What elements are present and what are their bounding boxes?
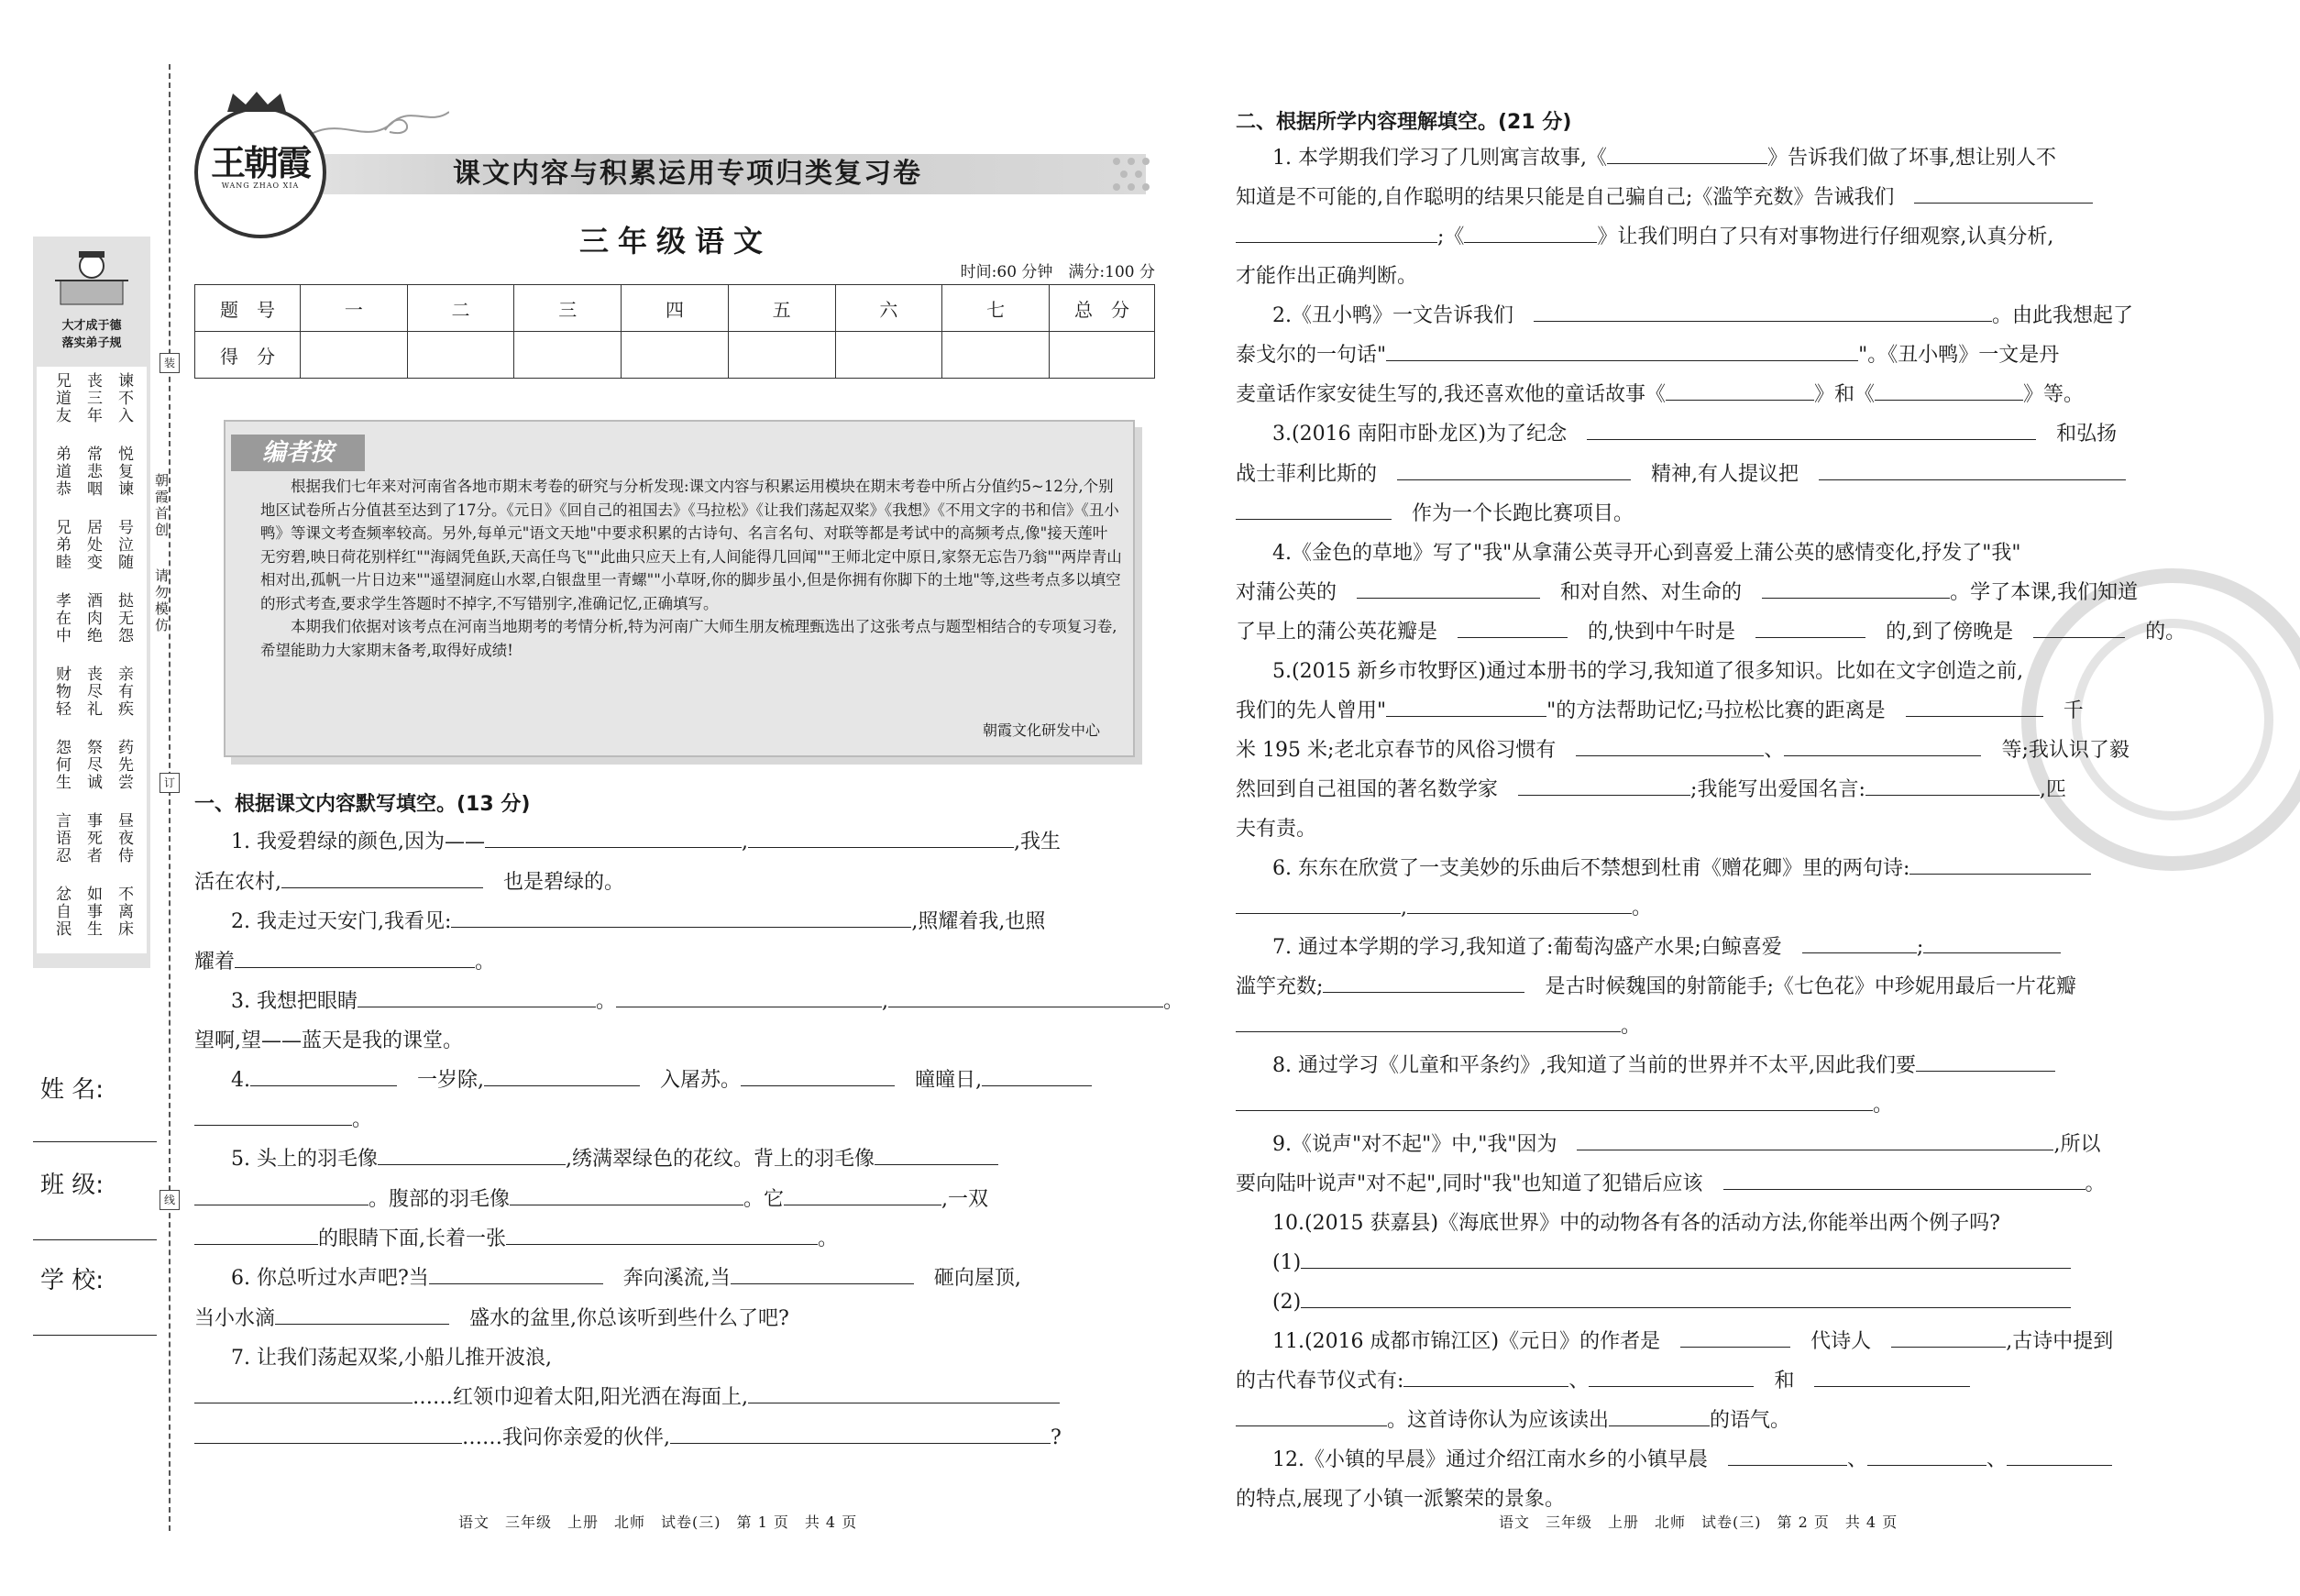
answer-blank[interactable] [510, 1181, 743, 1205]
s2-line [1236, 336, 2059, 375]
s2-text: 。这首诗你认为应该读出 [1387, 1409, 1610, 1432]
s2-line [1236, 771, 2066, 809]
s2-text: 的,到了傍晚是 [1886, 621, 2014, 644]
answer-blank[interactable] [1236, 1402, 1387, 1426]
time-info: 时间:60 分钟 满分:100 分 [960, 263, 1155, 281]
answer-blank[interactable] [1236, 1007, 1621, 1032]
q2-text: 耀着 [194, 951, 236, 974]
logo-text: 王朝霞 [210, 142, 310, 183]
answer-blank[interactable] [1802, 929, 1917, 953]
editor-note-text [260, 475, 1122, 662]
score-header-cell: 六 [835, 285, 942, 332]
class-label: 班 级: [40, 1172, 105, 1199]
s2-text: 和弘扬 [2056, 423, 2118, 446]
s2-text: 和对自然、对生命的 [1560, 581, 1743, 604]
score-header-cell: 二 [407, 285, 514, 332]
motto-line-2: 落实弟子规 [61, 336, 122, 350]
rule-col: 事死者 [83, 812, 102, 864]
q1-text: 1. 我爱碧绿的颜色,因为—— [231, 831, 485, 853]
rule-col: 亲有疾 [115, 666, 133, 718]
q6-text: 6. 你总听过水声吧?当 [231, 1267, 429, 1290]
score-header-cell: 五 [728, 285, 835, 332]
score-header-cell: 三 [514, 285, 622, 332]
q2-period: 。 [475, 951, 496, 974]
s2-line [1236, 1441, 2112, 1480]
score-cell[interactable] [728, 332, 835, 379]
answer-blank[interactable] [1867, 1441, 1986, 1466]
s2-text: 滥竽充数; [1236, 975, 1324, 998]
binding-mark: 线 [160, 1190, 180, 1210]
s2-text: 夫有责。 [1236, 818, 1317, 841]
rule-col: 昼夜侍 [115, 812, 133, 864]
note-paragraph: 根据我们七年来对河南省各地市期末考卷的研究与分析发现:课文内容与积累运用模块在期末考卷中所占分值约5~12分,个别地区试卷所占分值甚至达到了17分。《元日》《回自己的祖国去》《马拉松》《让我们荡起双桨》《我想》《不用文字的书和信》《丑小鸭》等课文考查频率较高。另外,每单元"语文天地"中要求积累的古诗句、名言名句、对联等都是考试中的高频考点,像"接天莲叶无穷碧,映日荷花别样红""海阔凭鱼跃,天高任鸟飞""此曲只应天上有,人间能得几回闻""王师北定中原日,家祭无忘告乃翁""两岸青山相对出,孤帆一片日边来""遥望洞庭山水翠,白银盘里一青螺""小草呀,你的脚步虽小,但是你拥有你脚下的土地"等,这些考点多以填空的形式考查,要求学生答题时不掉字,不写错别字,准确记忆,正确填写。 [260, 478, 1122, 612]
answer-blank[interactable] [1301, 1283, 2071, 1308]
editor-note-tag: 编者按 [231, 435, 365, 471]
answer-blank[interactable] [741, 1062, 895, 1086]
rule-col: 酒肉绝 [83, 592, 102, 644]
s2-text: 》让我们明白了只有对事物进行仔细观察,认真分析, [1597, 226, 2054, 248]
answer-blank[interactable] [194, 1220, 318, 1245]
answer-blank[interactable] [1909, 850, 2091, 875]
answer-blank[interactable] [194, 1101, 352, 1126]
s2-text: 千 [2063, 699, 2084, 722]
q6-text: 盛水的盆里,你总该听到些什么了吧? [469, 1307, 789, 1330]
s2-text: 》和《 [1814, 383, 1876, 406]
rule-col: 丧三年 [83, 372, 102, 424]
s2-text: ;我能写出爱国名言: [1690, 778, 1865, 801]
q5-line [194, 1181, 988, 1219]
score-header-cell: 四 [622, 285, 729, 332]
s2-line [1236, 653, 2023, 691]
s2-line [1236, 613, 2185, 652]
answer-blank[interactable] [875, 1140, 998, 1165]
page-footer: 语文 三年级 上册 北师 试卷(三) 第 1 页 共 4 页 [458, 1513, 858, 1531]
s2-line [1236, 1205, 2000, 1243]
answer-blank[interactable] [1576, 732, 1764, 756]
s2-text: 才能作出正确判断。 [1236, 265, 1418, 288]
s2-line [1236, 1047, 2055, 1085]
q7-question-mark: ? [1051, 1426, 1062, 1449]
rule-col: 不离床 [115, 886, 133, 938]
s2-text: 战士菲利比斯的 [1236, 463, 1378, 486]
section-1-heading: 一、根据课文内容默写填空。(13 分) [194, 793, 531, 816]
s2-line [1236, 732, 2129, 770]
rule-col: 悦复谏 [115, 446, 133, 498]
rule-col: 常悲咽 [83, 446, 102, 498]
answer-blank[interactable] [484, 1062, 640, 1086]
s2-text: 作为一个长跑比赛项目。 [1412, 502, 1634, 525]
s2-line [1236, 415, 2117, 454]
s2-text: 。由此我想起了 [1992, 304, 2134, 327]
answer-blank[interactable] [1403, 1362, 1568, 1387]
rule-col: 谏不入 [115, 372, 133, 424]
s2-line [1236, 1402, 1790, 1440]
q5-text: 的眼睛下面,长着一张 [318, 1227, 506, 1250]
answer-blank[interactable] [1814, 1362, 1970, 1387]
answer-blank[interactable] [1236, 889, 1401, 914]
answer-blank[interactable] [1728, 1441, 1847, 1466]
answer-blank[interactable] [1386, 336, 1858, 361]
q4-period: 。 [352, 1108, 373, 1131]
answer-blank[interactable] [358, 983, 596, 1007]
rule-col: 弟道恭 [52, 446, 71, 498]
s2-text: 7. 通过本学期的学习,我知道了:葡萄沟盛产水果;白鲸喜爱 [1272, 936, 1782, 959]
q6-line [194, 1300, 789, 1338]
s2-text: 10.(2015 获嘉县)《海底世界》中的动物各有各的活动方法,你能举出两个例子吗? [1272, 1212, 2000, 1235]
q4-text: 曈曈日, [915, 1069, 983, 1092]
crown-icon [224, 90, 290, 114]
q6-text: 砸向屋顶, [933, 1267, 1021, 1290]
q4-line [194, 1101, 372, 1139]
logo-subtext: WANG ZHAO XIA [221, 182, 300, 190]
answer-blank[interactable] [1755, 613, 1865, 638]
name-label: 姓 名: [40, 1076, 105, 1104]
s2-text: 。学了本课,我们知道 [1950, 581, 2139, 604]
s2-line [1236, 534, 2020, 573]
subject-title: 三年级语文 [578, 224, 772, 259]
rule-col: 言语忍 [52, 812, 71, 864]
answer-blank[interactable] [1819, 456, 2126, 480]
q7-text: 7. 让我们荡起双桨,小船儿推开波浪, [231, 1347, 552, 1370]
s2-text: 、 [1847, 1448, 1868, 1471]
motto-line-1: 大才成于德 [61, 319, 122, 333]
answer-blank[interactable] [281, 864, 483, 888]
q5-text: 5. 头上的羽毛像 [231, 1148, 378, 1171]
s2-line [1236, 889, 1652, 928]
q7-line [194, 1379, 1060, 1417]
vertical-note: 请勿模仿 [153, 568, 170, 634]
q3-line [194, 983, 1183, 1021]
answer-blank[interactable] [275, 1300, 449, 1325]
answer-blank[interactable] [1323, 968, 1524, 993]
answer-blank[interactable] [1914, 179, 2093, 204]
s2-line [1236, 179, 2093, 217]
s2-text: 、 [1986, 1448, 2008, 1471]
rule-col: 财物轻 [52, 666, 71, 718]
page-title: 课文内容与积累运用专项归类复习卷 [453, 158, 922, 190]
page-footer: 语文 三年级 上册 北师 试卷(三) 第 2 页 共 4 页 [1499, 1513, 1898, 1531]
answer-blank[interactable] [1723, 1165, 2085, 1190]
score-header-cell: 七 [942, 285, 1050, 332]
s2-text: 的特点,展现了小镇一派繁荣的景象。 [1236, 1488, 1565, 1511]
answer-blank[interactable] [1875, 376, 2023, 401]
s2-line [1236, 1007, 1641, 1046]
s2-line [1236, 1126, 2100, 1164]
answer-blank[interactable] [1865, 771, 2040, 796]
rule-col: 怨何生 [52, 739, 71, 791]
s2-text: 泰戈尔的一句话" [1236, 344, 1387, 367]
school-field[interactable] [33, 1335, 157, 1336]
s2-text: 了早上的蒲公英花瓣是 [1236, 621, 1438, 644]
q5-text: 。腹部的羽毛像 [369, 1188, 511, 1211]
s2-text: 对蒲公英的 [1236, 581, 1337, 604]
q7-line [194, 1339, 552, 1378]
s2-period: 。 [1621, 1015, 1642, 1038]
answer-blank[interactable] [1923, 929, 2061, 953]
answer-blank[interactable] [1589, 1362, 1754, 1387]
s2-line [1236, 1086, 1893, 1125]
motto [37, 317, 147, 352]
s2-text: 然回到自己祖国的著名数学家 [1236, 778, 1499, 801]
s2-line [1236, 297, 2133, 336]
q2-text: 2. 我走过天安门,我看见: [231, 910, 452, 933]
s2-text: (1) [1272, 1251, 1302, 1274]
rule-col: 如事生 [83, 886, 102, 938]
answer-blank[interactable] [1407, 889, 1632, 914]
s2-text: "。《丑小鸭》一文是丹 [1858, 344, 2060, 367]
rule-col: 居处变 [83, 519, 102, 571]
s2-line [1236, 692, 2084, 731]
q5-text: ,绣满翠绿色的花纹。背上的羽毛像 [565, 1148, 875, 1171]
s2-text: ;《 [1437, 226, 1465, 248]
answer-blank[interactable] [1397, 456, 1631, 480]
s2-text: ,古诗中提到 [2006, 1330, 2114, 1353]
answer-blank[interactable] [1236, 495, 1392, 520]
s2-text: 12.《小镇的早晨》通过介绍江南水乡的小镇早晨 [1272, 1448, 1708, 1471]
q1-line [194, 823, 1061, 862]
s2-line [1236, 495, 1634, 534]
answer-blank[interactable] [1458, 613, 1568, 638]
score-cell[interactable] [622, 332, 729, 379]
q5-text: 。它 [743, 1188, 785, 1211]
answer-blank[interactable] [1534, 297, 1992, 322]
s2-period: 。 [1632, 897, 1653, 919]
score-cell[interactable] [1050, 332, 1155, 379]
score-row [195, 332, 1155, 379]
s2-text: 4.《金色的草地》写了"我"从拿蒲公英寻开心到喜爱上蒲公英的感情变化,抒发了"我" [1272, 542, 2021, 565]
s2-text: 知道是不可能的,自作聪明的结果只能是自己骗自己;《滥竽充数》告诫我们 [1236, 186, 1895, 209]
rule-col: 祭尽诚 [83, 739, 102, 791]
section-2-heading: 二、根据所学内容理解填空。(21 分) [1236, 111, 1572, 134]
q5-line [194, 1140, 998, 1179]
answer-blank[interactable] [506, 1220, 818, 1245]
answer-blank[interactable] [1906, 692, 2043, 717]
s2-text: ,匹 [2039, 778, 2066, 801]
s2-text: 麦童话作家安徒生写的,我还喜欢他的童话故事《 [1236, 383, 1666, 406]
answer-blank[interactable] [485, 823, 742, 848]
s2-line [1236, 456, 2126, 494]
s2-text: 1. 本学期我们学习了几则寓言故事,《 [1272, 147, 1607, 170]
q1-text: 活在农村, [194, 871, 281, 894]
s2-line [1236, 1283, 2071, 1322]
score-cell[interactable] [942, 332, 1050, 379]
answer-blank[interactable] [1236, 1086, 1873, 1111]
scholar-figure-icon [55, 248, 128, 308]
score-cell[interactable] [407, 332, 514, 379]
s2-period: 。 [2085, 1172, 2106, 1195]
q6-line [194, 1260, 1021, 1298]
answer-blank[interactable] [888, 983, 1163, 1007]
rule-col: 号泣随 [115, 519, 133, 571]
s2-text: ; [1916, 936, 1924, 959]
binding-line [169, 64, 171, 1531]
q6-text: 奔向溪流,当 [622, 1267, 731, 1290]
score-cell[interactable] [514, 332, 622, 379]
s2-line [1236, 139, 2056, 178]
class-field[interactable] [33, 1239, 157, 1240]
answer-blank[interactable] [1518, 771, 1690, 796]
s2-text: 11.(2016 成都市锦江区)《元日》的作者是 [1272, 1330, 1661, 1353]
q7-text: ……我问你亲爱的伙伴, [462, 1426, 670, 1449]
q1-comma: , [741, 831, 748, 853]
q2-line [194, 903, 1045, 941]
q2-line [194, 943, 495, 982]
score-table [194, 284, 1155, 379]
s2-line [1236, 850, 2091, 888]
rule-col: 挞无怨 [115, 592, 133, 644]
note-paragraph: 本期我们依据对该考点在河南当地期考的考情分析,特为河南广大师生朋友梳理甄选出了这张考点与题型相结合的专项复习卷,希望能助力大家期末备考,取得好成绩! [260, 618, 1117, 659]
answer-blank[interactable] [1891, 1323, 2006, 1348]
q3-text: 3. 我想把眼睛 [231, 990, 358, 1013]
binding-mark: 装 [160, 353, 180, 373]
s2-line [1236, 1244, 2071, 1282]
vertical-note: 朝霞首创 [153, 473, 170, 539]
answer-blank[interactable] [2033, 613, 2125, 638]
q3-comma: , [882, 990, 888, 1013]
s2-text: (2) [1272, 1291, 1302, 1314]
score-cell[interactable] [301, 332, 408, 379]
answer-blank[interactable] [451, 903, 911, 928]
s2-line [1236, 929, 2061, 967]
s2-text: 》等。 [2023, 383, 2085, 406]
answer-blank[interactable] [784, 1181, 941, 1205]
s2-text: 》告诉我们做了坏事,想让别人不 [1766, 147, 2056, 170]
answer-blank[interactable] [1577, 1126, 2053, 1150]
answer-blank[interactable] [748, 1379, 1060, 1403]
q1-text: ,我生 [1013, 831, 1061, 853]
s2-period: 。 [1873, 1094, 1894, 1117]
note-signature: 朝霞文化研发中心 [982, 721, 1100, 739]
s2-text: 代诗人 [1810, 1330, 1872, 1353]
answer-blank[interactable] [1607, 139, 1767, 164]
s2-text: 2.《丑小鸭》一文告诉我们 [1272, 304, 1513, 327]
s2-text: 是古时候魏国的射箭能手;《七色花》中珍妮用最后一片花瓣 [1545, 975, 2076, 998]
s2-text: 的古代春节仪式有: [1236, 1370, 1404, 1392]
answer-blank[interactable] [1609, 1402, 1710, 1426]
answer-blank[interactable] [1587, 415, 2036, 440]
s2-text: 5.(2015 新乡市牧野区)通过本册书的学习,我知道了很多知识。比如在文字创造之前, [1272, 660, 2024, 683]
q4-text: 入屠苏。 [660, 1069, 742, 1092]
s2-line [1236, 1362, 1970, 1401]
s2-line [1236, 574, 2138, 612]
s2-text: 、 [1568, 1370, 1590, 1392]
s2-text: 的。 [2145, 621, 2186, 644]
s2-line [1236, 1323, 2113, 1361]
s2-text: 米 195 米;老北京春节的风俗习惯有 [1236, 739, 1557, 762]
q3-period: 。 [1163, 990, 1184, 1013]
score-label-cell: 得 分 [195, 332, 301, 379]
answer-blank[interactable] [2007, 1441, 2112, 1466]
rule-col: 丧尽礼 [83, 666, 102, 718]
school-label: 学 校: [40, 1267, 105, 1294]
q5-line [194, 1220, 838, 1259]
answer-blank[interactable] [731, 1260, 914, 1284]
q4-line [194, 1062, 1092, 1100]
rule-col: 忿自泯 [52, 886, 71, 938]
s2-text: 的,快到中午时是 [1588, 621, 1736, 644]
score-header-cell: 一 [301, 285, 408, 332]
answer-blank[interactable] [429, 1260, 603, 1284]
answer-blank[interactable] [616, 983, 882, 1007]
answer-blank[interactable] [250, 1062, 397, 1086]
answer-blank[interactable] [1680, 1323, 1790, 1348]
s2-text: 9.《说声"对不起"》中,"我"因为 [1272, 1133, 1557, 1156]
answer-blank[interactable] [982, 1062, 1092, 1086]
s2-line [1236, 968, 2076, 1007]
rules-box [37, 367, 147, 953]
name-field[interactable] [33, 1141, 157, 1142]
rule-col: 兄弟睦 [52, 519, 71, 571]
binding-mark: 订 [160, 773, 180, 793]
answer-blank[interactable] [1386, 692, 1546, 717]
score-header-row [195, 285, 1155, 332]
q1-text: 也是碧绿的。 [503, 871, 625, 894]
s2-text: 我们的先人曾用" [1236, 699, 1387, 722]
ribbon-decoration [303, 103, 449, 158]
q5-period: 。 [818, 1227, 839, 1250]
s2-text: ,所以 [2053, 1133, 2101, 1156]
q1-line [194, 864, 624, 902]
answer-blank[interactable] [1301, 1244, 2071, 1269]
s2-text: 的语气。 [1710, 1409, 1791, 1432]
s2-text: , [1401, 897, 1407, 919]
score-header-cell: 题 号 [195, 285, 301, 332]
s2-text: 要向陆叶说声"对不起",同时"我"也知道了犯错后应该 [1236, 1172, 1703, 1195]
answer-blank[interactable] [670, 1419, 1051, 1444]
rule-col: 孝在中 [52, 592, 71, 644]
answer-blank[interactable] [1666, 376, 1814, 401]
q4-text: 一岁除, [417, 1069, 485, 1092]
s2-text: 精神,有人提议把 [1651, 463, 1799, 486]
score-header-cell: 总 分 [1050, 285, 1155, 332]
rule-col: 兄道友 [52, 372, 71, 424]
answer-blank[interactable] [194, 1419, 462, 1444]
s2-line [1236, 218, 2053, 257]
q7-text: ……红领巾迎着太阳,阳光洒在海面上, [413, 1386, 748, 1409]
s2-line [1236, 376, 2084, 414]
answer-blank[interactable] [1784, 732, 1981, 756]
q6-text: 当小水滴 [194, 1307, 276, 1330]
s2-line [1236, 1165, 2106, 1204]
answer-blank[interactable] [1762, 574, 1950, 599]
score-cell[interactable] [835, 332, 942, 379]
rule-col: 药先尝 [115, 739, 133, 791]
q7-line [194, 1419, 1062, 1458]
q3-period: 。 [595, 990, 616, 1013]
q2-text: ,照耀着我,也照 [911, 910, 1046, 933]
answer-blank[interactable] [1236, 218, 1437, 243]
answer-blank[interactable] [1916, 1047, 2055, 1072]
answer-blank[interactable] [194, 1379, 413, 1403]
answer-blank[interactable] [1464, 218, 1597, 243]
s2-text: 6. 东东在欣赏了一支美妙的乐曲后不禁想到杜甫《赠花卿》里的两句诗: [1272, 857, 1910, 880]
s2-text: 3.(2016 南阳市卧龙区)为了纪念 [1272, 423, 1568, 446]
q3-text: 望啊,望——蓝天是我的课堂。 [194, 1029, 463, 1052]
s2-text: 8. 通过学习《儿童和平条约》,我知道了当前的世界并不太平,因此我们要 [1272, 1054, 1916, 1077]
q4-text: 4. [231, 1069, 250, 1092]
s2-text: "的方法帮助记忆;马拉松比赛的距离是 [1546, 699, 1886, 722]
answer-blank[interactable] [235, 943, 475, 968]
answer-blank[interactable] [194, 1181, 369, 1205]
s2-text: 和 [1774, 1370, 1795, 1392]
answer-blank[interactable] [748, 823, 1014, 848]
s2-text: 等;我认识了毅 [2001, 739, 2129, 762]
q5-text: ,一双 [941, 1188, 989, 1211]
s2-text: 、 [1764, 739, 1785, 762]
answer-blank[interactable] [1357, 574, 1540, 599]
answer-blank[interactable] [378, 1140, 566, 1165]
